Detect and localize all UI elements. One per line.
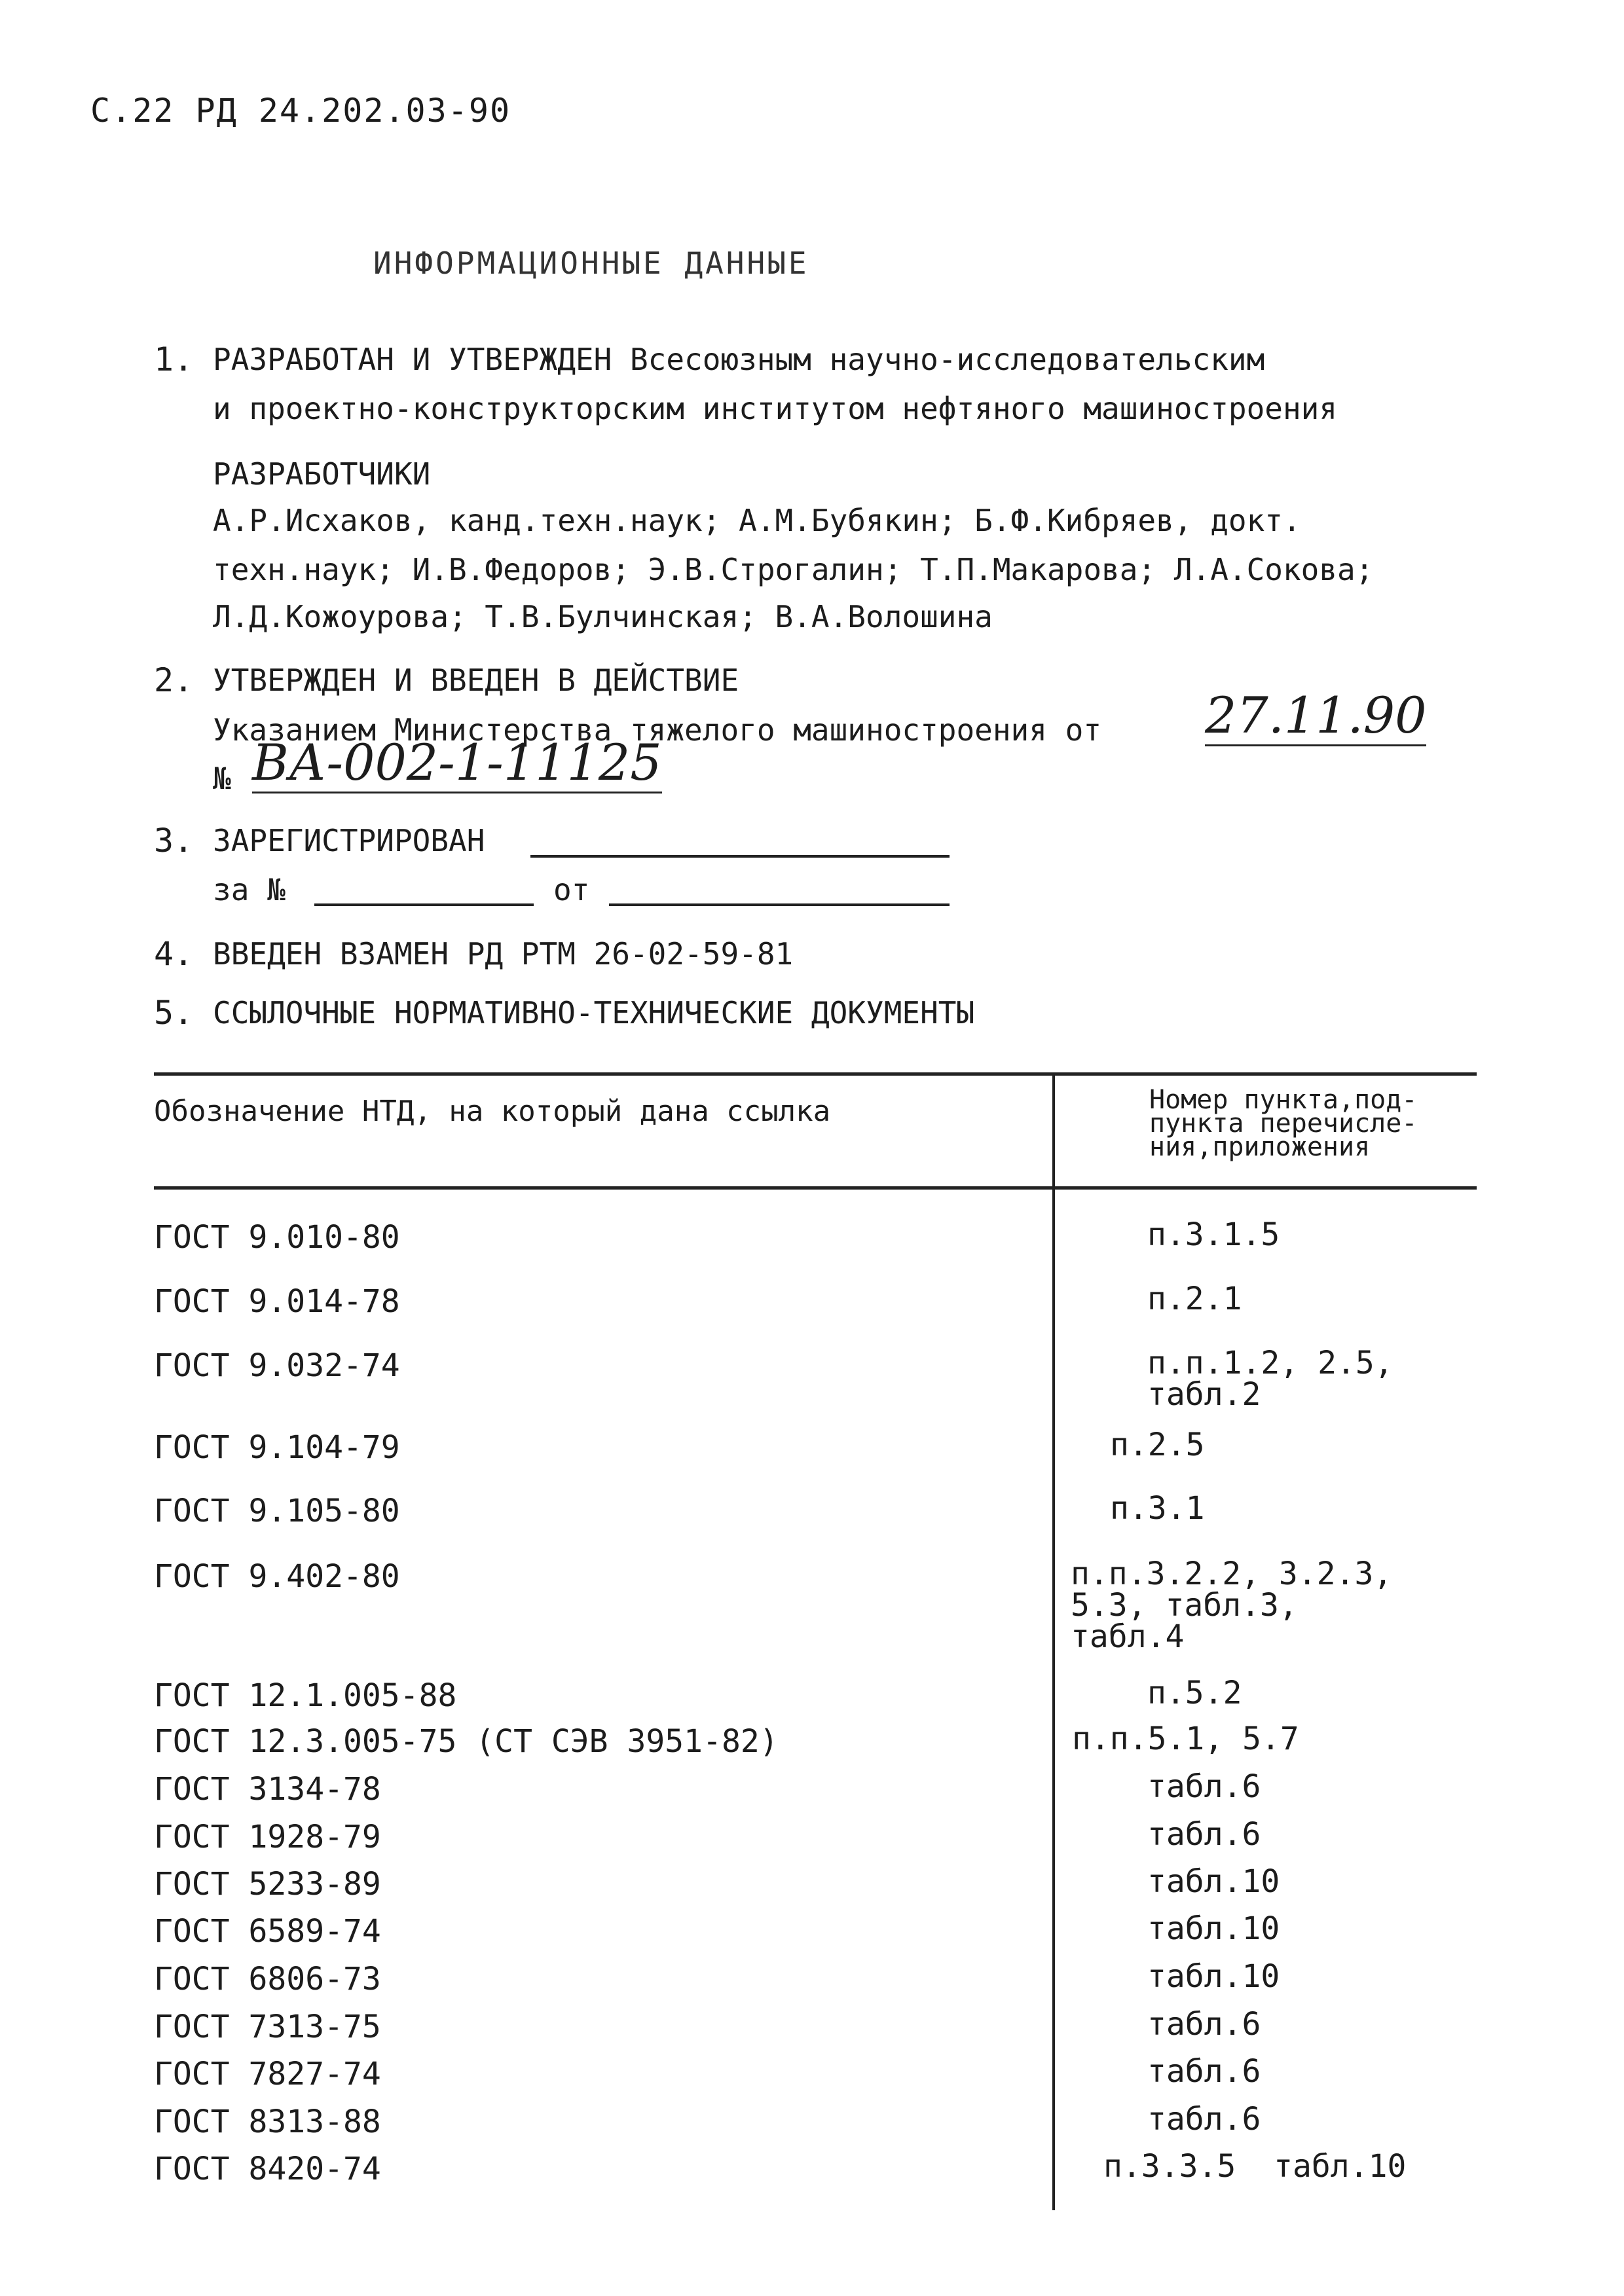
table-cell-reference: п.п.1.2, 2.5, табл.2 — [1147, 1345, 1393, 1413]
item-2-title: УТВЕРЖДЕН И ВВЕДЕН В ДЕЙСТВИЕ — [213, 663, 739, 698]
page-title: ИНФОРМАЦИОННЫЕ ДАННЫЕ — [373, 246, 809, 281]
table-header-document: Обозначение НТД, на который дана ссылка — [154, 1095, 831, 1128]
registration-date-blank — [609, 903, 950, 906]
table-cell-reference: п.5.2 — [1147, 1675, 1242, 1711]
table-cell-reference: табл.10 — [1147, 1910, 1280, 1947]
approval-number-handwritten: ВА-002-1-11125 — [252, 733, 662, 793]
table-cell-document: ГОСТ 12.3.005-75 (СТ СЭВ 3951-82) — [154, 1723, 779, 1760]
table-cell-document: ГОСТ 1928-79 — [154, 1819, 381, 1855]
table-cell-document: ГОСТ 7313-75 — [154, 2009, 381, 2045]
table-header-reference: Номер пункта,под- пункта перечисле- ния,приложения — [1149, 1085, 1418, 1162]
registration-number-label: за № — [213, 872, 286, 907]
table-cell-reference: п.3.1.5 — [1147, 1216, 1280, 1253]
item-5-text: ССЫЛОЧНЫЕ НОРМАТИВНО-ТЕХНИЧЕСКИЕ ДОКУМЕНТЫ — [213, 995, 975, 1030]
table-cell-reference: п.3.3.5 табл.10 — [1103, 2148, 1407, 2185]
item-2-number: 2. — [154, 661, 194, 699]
table-cell-reference: табл.6 — [1147, 2101, 1261, 2138]
table-cell-document: ГОСТ 7827-74 — [154, 2056, 381, 2092]
item-4-text: ВВЕДЕН ВЗАМЕН РД РТМ 26-02-59-81 — [213, 936, 794, 972]
developers-title: РАЗРАБОТЧИКИ — [213, 456, 431, 492]
table-cell-reference: табл.10 — [1147, 1958, 1280, 1995]
registration-blank-line — [530, 855, 950, 858]
item-1-line-1: РАЗРАБОТАН И УТВЕРЖДЕН Всесоюзным научно-исследовательским — [213, 342, 1265, 377]
item-5-number: 5. — [154, 994, 194, 1032]
developers-line-3: Л.Д.Кожоурова; Т.В.Булчинская; В.А.Волошина — [213, 599, 993, 634]
table-cell-document: ГОСТ 9.010-80 — [154, 1219, 400, 1256]
table-cell-document: ГОСТ 6589-74 — [154, 1913, 381, 1950]
table-cell-document: ГОСТ 8420-74 — [154, 2151, 381, 2187]
table-cell-document: ГОСТ 8313-88 — [154, 2104, 381, 2140]
approval-number-prefix: № — [213, 761, 231, 796]
registration-number-blank — [314, 903, 534, 906]
registration-date-label: от — [553, 872, 590, 907]
table-cell-document: ГОСТ 9.032-74 — [154, 1347, 400, 1384]
approval-date-handwritten: 27.11.90 — [1205, 686, 1426, 746]
table-cell-document: ГОСТ 9.014-78 — [154, 1283, 400, 1320]
item-4-number: 4. — [154, 935, 194, 973]
table-cell-reference: п.2.1 — [1147, 1281, 1242, 1317]
table-cell-reference: п.п.3.2.2, 3.2.3, 5.3, табл.3, табл.4 — [1071, 1556, 1393, 1655]
table-cell-reference: табл.6 — [1147, 2006, 1261, 2043]
developers-line-2: техн.наук; И.В.Федоров; Э.В.Строгалин; Т.П.Макарова; Л.А.Сокова; — [213, 552, 1374, 587]
table-cell-document: ГОСТ 9.105-80 — [154, 1493, 400, 1529]
table-cell-document: ГОСТ 9.402-80 — [154, 1558, 400, 1595]
item-1-number: 1. — [154, 340, 194, 378]
table-cell-reference: табл.6 — [1147, 1816, 1261, 1853]
table-cell-reference: п.3.1 — [1110, 1490, 1205, 1527]
developers-line-1: А.Р.Исхаков, канд.техн.наук; А.М.Бубякин; Б.Ф.Кибряев, докт. — [213, 503, 1301, 538]
table-cell-reference: п.2.5 — [1110, 1427, 1205, 1463]
item-3-title: ЗАРЕГИСТРИРОВАН — [213, 823, 485, 858]
table-cell-document: ГОСТ 6806-73 — [154, 1961, 381, 1997]
table-cell-document: ГОСТ 5233-89 — [154, 1866, 381, 1903]
table-column-divider — [1052, 1074, 1055, 2210]
table-cell-reference: табл.6 — [1147, 2053, 1261, 2090]
table-cell-document: ГОСТ 12.1.005-88 — [154, 1677, 457, 1714]
item-3-number: 3. — [154, 822, 194, 860]
table-cell-document: ГОСТ 9.104-79 — [154, 1429, 400, 1466]
item-2-line-1: Указанием Министерства тяжелого машиностроения от — [213, 712, 1102, 748]
table-cell-reference: п.п.5.1, 5.7 — [1072, 1721, 1299, 1757]
table-cell-reference: табл.10 — [1147, 1863, 1280, 1900]
page-header: С.22 РД 24.202.03-90 — [90, 92, 511, 130]
table-header-rule — [154, 1186, 1477, 1190]
table-cell-document: ГОСТ 3134-78 — [154, 1771, 381, 1808]
item-1-line-2: и проектно-конструкторским институтом нефтяного машиностроения — [213, 391, 1338, 426]
table-cell-reference: табл.6 — [1147, 1768, 1261, 1805]
table-top-rule — [154, 1072, 1477, 1076]
